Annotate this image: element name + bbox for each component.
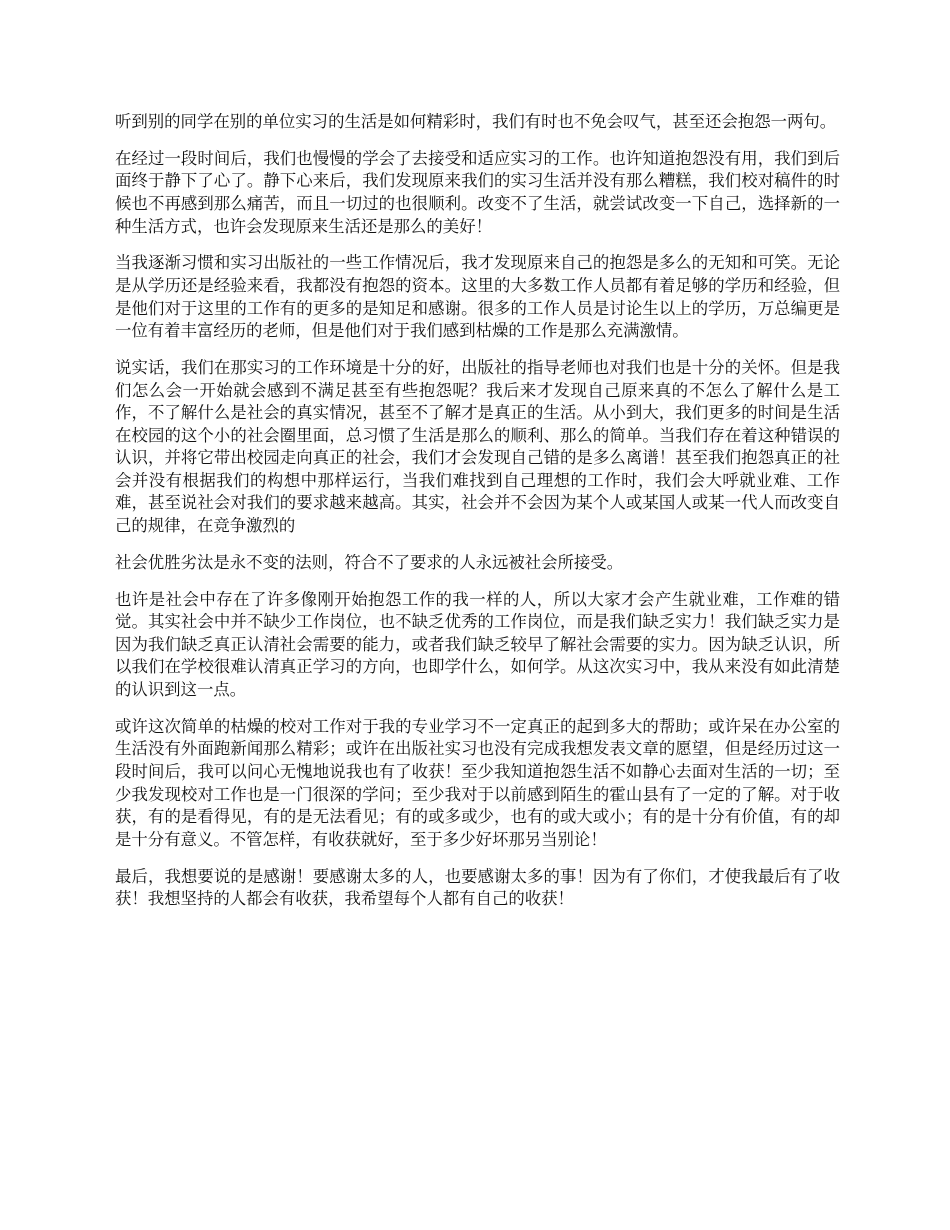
paragraph-1: 听到别的同学在别的单位实习的生活是如何精彩时，我们有时也不免会叹气，甚至还会抱怨一两句。 (115, 112, 837, 131)
paragraph-3: 当我逐渐习惯和实习出版社的一些工作情况后，我才发现原来自己的抱怨是多么的无知和可笑。无论是从学历还是经验来看，我都没有抱怨的资本。这里的大多数工作人员都有着足够的学历和经验，但是他们对于这里的工作有的更多的是知足和感谢。很多的工作人员是讨论生以上的学历，万总编更是一位有着丰富经历的老师，但是他们对于我们感到枯燥的工作是那么充满激情。 (115, 253, 840, 341)
paragraph-4: 说实话，我们在那实习的工作环境是十分的好，出版社的指导老师也对我们也是十分的关怀。但是我们怎么会一开始就会感到不满足甚至有些抱怨呢？我后来才发现自己原来真的不怎么了解什么是工作，不了解什么是社会的真实情况，甚至不了解才是真正的生活。从小到大，我们更多的时间是生活在校园的这个小的社会圈里面，总习惯了生活是那么的顺利、那么的简单。当我们存在着这种错误的认识，并将它带出校园走向真正的社会，我们才会发现自己错的是多么离谱！甚至我们抱怨真正的社会并没有根据我们的构想中那样运行，当我们难找到自己理想的工作时，我们会大呼就业难、工作难，甚至说社会对我们的要求越来越高。其实，社会并不会因为某个人或某国人或某一代人而改变自己的规律，在竞争激烈的 (115, 357, 840, 536)
document-body (115, 111, 840, 925)
paragraph-7: 或许这次简单的枯燥的校对工作对于我的专业学习不一定真正的起到多大的帮助；或许呆在办公室的生活没有外面跑新闻那么精彩；或许在出版社实习也没有完成我想发表文章的愿望，但是经历过这一段时间后，我可以问心无愧地说我也有了收获！至少我知道抱怨生活不如静心去面对生活的一切；至少我发现校对工作也是一门很深的学问；至少我对于以前感到陌生的霍山县有了一定的了解。对于收获，有的是看得见，有的是无法看见；有的或多或少，也有的或大或小；有的是十分有价值，有的却是十分有意义。不管怎样，有收获就好，至于多少好坏那另当别论！ (115, 716, 840, 849)
paragraph-5: 社会优胜劣汰是永不变的法则，符合不了要求的人永远被社会所接受。 (115, 552, 624, 572)
paragraph-2: 在经过一段时间后，我们也慢慢的学会了去接受和适应实习的工作。也许知道抱怨没有用，我们到后面终于静下了心了。静下心来后，我们发现原来我们的实习生活并没有那么糟糕，我们校对稿件的时候也不再感到那么痛苦，而且一切过的也很顺利。改变不了生活，就尝试改变一下自己，选择新的一种生活方式，也许会发现原来生活还是那么的美好！ (115, 148, 840, 236)
paragraph-6: 也许是社会中存在了许多像刚开始抱怨工作的我一样的人，所以大家才会产生就业难，工作难的错觉。其实社会中并不缺少工作岗位，也不缺乏优秀的工作岗位，而是我们缺乏实力！我们缺乏实力是因为我们缺乏真正认清社会需要的能力，或者我们缺乏较早了解社会需要的实力。因为缺乏认识，所以我们在学校很难认清真正学习的方向，也即学什么，如何学。从这次实习中，我从来没有如此清楚的认识到这一点。 (115, 589, 840, 699)
paragraph-8: 最后，我想要说的是感谢！要感谢太多的人，也要感谢太多的事！因为有了你们，才使我最后有了收获！我想坚持的人都会有收获，我希望每个人都有自己的收获！ (115, 866, 840, 909)
